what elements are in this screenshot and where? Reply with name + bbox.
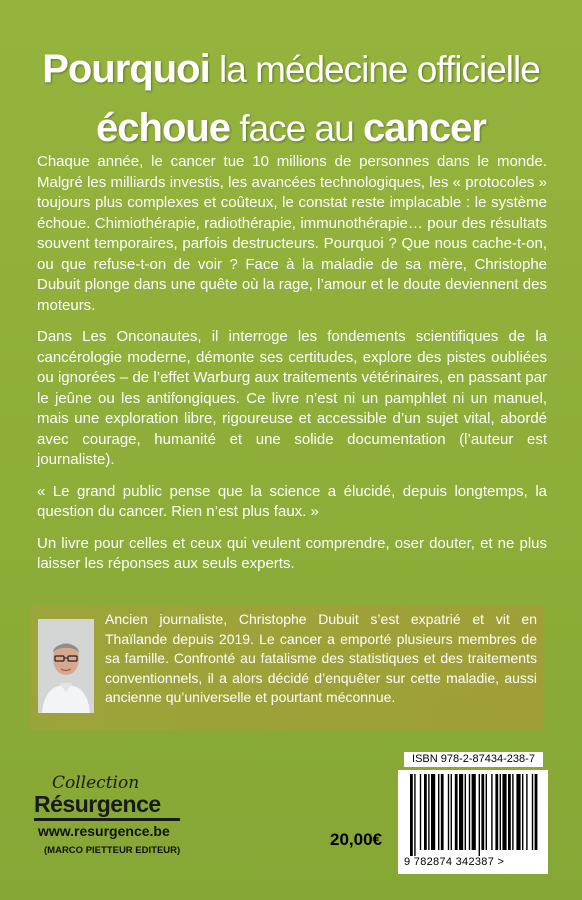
author-portrait-icon [38,619,94,713]
barcode-bar [526,774,527,850]
barcode-bar [495,774,498,850]
barcode-bar [472,774,476,850]
title-text-face-au: face au [230,108,363,149]
isbn-label: ISBN 978-2-87434-238-7 [404,752,543,767]
collection-underline [34,818,180,821]
barcode-bar [491,774,492,850]
barcode-bar [469,774,470,850]
barcode-bar [500,774,501,850]
blurb [37,152,547,586]
barcode-bar [420,774,421,850]
blurb-paragraph-4: Un livre pour celles et ceux qui veulent comprendre, oser douter, et ne plus laisser les réponses aux seuls experts. [37,534,547,572]
barcode [398,770,548,874]
collection-name: Résurgence [34,791,161,817]
title-word-pourquoi: Pourquoi [42,47,210,91]
barcode-bar [424,774,427,850]
barcode-bar [508,774,511,850]
barcode-icon [398,770,548,856]
barcode-bar [428,774,429,850]
barcode-bar [516,774,520,850]
title-word-cancer: cancer [363,106,486,150]
barcode-bar [410,774,413,856]
barcode-bar [512,774,513,850]
barcode-bar [441,774,444,850]
barcode-bar [451,774,452,850]
barcode-bar [438,774,439,850]
publisher-website: www.resurgence.be [38,823,170,839]
barcode-bar [535,774,538,850]
barcode-bar [486,774,487,850]
title-line-1 [0,44,582,103]
title-text-medecine: la médecine officielle [209,49,540,90]
book-title [0,44,582,162]
barcode-bar [479,774,480,856]
price: 20,00€ [330,830,382,849]
barcode-bar [414,774,415,856]
author-bio: Ancien journaliste, Christophe Dubuit s’est expatrié et vit en Thaïlande depuis 2019. Le cancer a emporté plusieurs membres de sa famille. Confronté au fatalisme des statistiques et des traitements conventionnels, il a alors décidé d’enquêter sur cette maladie, aussi ancienne qu’universelle et pourtant méconnue. [105,611,537,705]
author-box [30,605,543,730]
barcode-bar [431,774,435,850]
barcode-digits: 9 782874 342387 > [404,856,505,868]
blurb-paragraph-1: Chaque année, le cancer tue 10 millions de personnes dans le monde. Malgré les milliards investis, les avancées technologiques, les « protocoles » toujours plus complexes et coûteux, le constat reste implacable : le système échoue. Chimiothérapie, radiothérapie, immunothérapie… pour des résultats souvent temporaires, parfois destructeurs. Pourquoi ? Que nous cache-t-on, ou que refuse-t-on de voir ? Face à la maladie de sa mère, Christophe Dubuit plonge dans une quête où la rage, l’amour et le doute deviennent des moteurs. [37,153,547,314]
barcode-bar [532,774,533,850]
barcode-bar [481,774,484,850]
barcode-bar [455,774,458,850]
barcode-bar [522,774,523,850]
title-word-echoue: échoue [96,106,231,150]
publisher-name: (MARCO PIETTEUR EDITEUR) [44,845,181,856]
barcode-bar [465,774,466,850]
barcode-bar [502,774,506,850]
collection-script: Collection [52,773,140,793]
blurb-quote: « Le grand public pense que la science a élucidé, depuis longtemps, la question du cancer. Rien n’est plus faux. » [37,482,547,520]
author-photo [38,619,94,713]
barcode-bar [459,774,463,850]
blurb-paragraph-2: Dans Les Onconautes, il interroge les fondements scientifiques de la cancérologie moderne, démonte ses certitudes, explore des pistes oubliées ou ignorées – de l’effet Warburg aux traitements vétérinaires, en passant par le jeûne ou les antifongiques. Ce livre n’est ni un pamphlet ni un manuel, mais une exploration libre, rigoureuse et accessible d’un sujet vital, abordé avec courage, humanité et une solide documentation (l’auteur est journaliste). [37,328,547,468]
barcode-bar [448,774,449,850]
